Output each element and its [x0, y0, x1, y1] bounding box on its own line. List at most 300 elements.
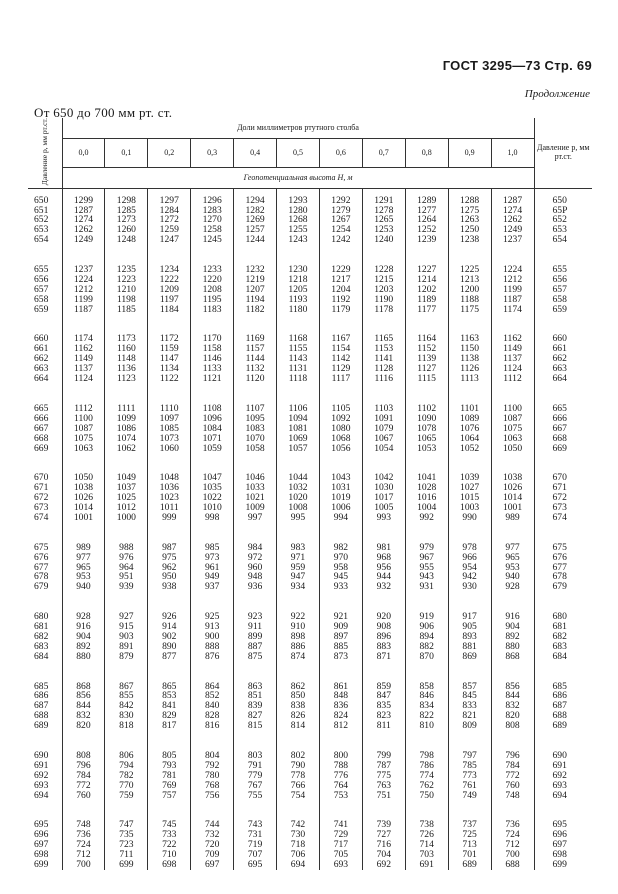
cell-value: 995 [290, 511, 306, 523]
col-header-fractions: Доли миллиметров ртутного столба [62, 118, 534, 139]
cell-value: 1102 [417, 402, 437, 414]
cell-value: 1287 [73, 204, 94, 216]
cell-value: 1218 [288, 273, 308, 285]
cell-value: 1129 [331, 363, 351, 375]
fraction-header: 0,5 [277, 139, 320, 168]
cell-value: 976 [119, 551, 134, 563]
cell-value: 815 [247, 720, 263, 732]
pressure-cell-right [534, 404, 592, 473]
cell-value: 1259 [159, 224, 179, 236]
cell-value: 1124 [503, 363, 522, 375]
cell-value: 927 [119, 611, 134, 623]
cell-value: 1108 [202, 402, 222, 414]
height-cell [362, 404, 405, 473]
cell-value: 666 [34, 412, 49, 424]
cell-value: 65P [552, 204, 568, 216]
cell-value: 654 [552, 234, 567, 246]
height-cell [105, 612, 148, 681]
cell-value: 1173 [116, 333, 136, 345]
cell-value: 937 [204, 581, 220, 593]
cell-value: 1169 [245, 333, 265, 345]
cell-value: 653 [34, 224, 49, 236]
cell-value: 933 [333, 581, 349, 593]
cell-value: 1099 [116, 412, 136, 424]
height-cell [148, 820, 191, 870]
cell-value: 1184 [159, 303, 179, 315]
cell-value: 1063 [502, 432, 523, 444]
cell-value: 947 [290, 571, 306, 583]
cell-value: 989 [76, 541, 91, 553]
cell-value: 965 [76, 561, 91, 573]
height-cell [148, 265, 191, 334]
height-cell [105, 188, 148, 265]
cell-value: 939 [119, 581, 134, 593]
cell-value: 814 [290, 720, 306, 732]
height-cell [148, 751, 191, 820]
cell-value: 1189 [417, 293, 437, 305]
cell-value: 689 [34, 720, 49, 732]
cell-value: 1076 [460, 422, 480, 434]
cell-value: 748 [505, 789, 520, 801]
height-cell [405, 751, 448, 820]
cell-value: 1033 [245, 482, 265, 494]
cell-value: 683 [34, 640, 49, 652]
height-cell [234, 404, 277, 473]
cell-value: 800 [333, 749, 349, 761]
cell-value: 828 [204, 710, 220, 722]
cell-value: 748 [76, 819, 91, 831]
height-cell [62, 404, 105, 473]
cell-value: 745 [162, 819, 177, 831]
height-cell [491, 334, 534, 403]
cell-value: 686 [552, 690, 567, 702]
cell-value: 1039 [460, 472, 480, 484]
height-cell [405, 188, 448, 265]
cell-value: 997 [247, 511, 263, 523]
cell-value: 692 [34, 769, 49, 781]
cell-value: 871 [376, 650, 391, 662]
cell-value: 990 [462, 511, 477, 523]
cell-value: 1131 [288, 363, 308, 375]
pressure-cell [28, 404, 62, 473]
cell-value: 981 [376, 541, 391, 553]
height-cell [448, 543, 491, 612]
cell-value: 830 [119, 710, 134, 722]
cell-value: 1217 [331, 273, 351, 285]
cell-value: 1142 [331, 353, 351, 365]
cell-value: 942 [462, 571, 477, 583]
height-cell [319, 473, 362, 542]
cell-value: 1264 [417, 214, 437, 226]
cell-value: 797 [462, 749, 477, 761]
cell-value: 1128 [374, 363, 394, 375]
cell-value: 892 [76, 640, 91, 652]
cell-value: 1060 [159, 442, 179, 454]
pressure-cell [28, 265, 62, 334]
cell-value: 685 [34, 680, 49, 692]
cell-value: 712 [76, 849, 91, 861]
cell-value: 1175 [460, 303, 480, 315]
height-cell [62, 473, 105, 542]
cell-value: 868 [76, 680, 91, 692]
cell-value: 756 [204, 789, 220, 801]
cell-value: 811 [376, 720, 391, 732]
height-cell [148, 543, 191, 612]
cell-value: 1272 [159, 214, 179, 226]
cell-value: 716 [376, 839, 391, 851]
cell-value: 680 [552, 611, 567, 623]
cell-value: 1298 [116, 194, 136, 206]
cell-value: 1250 [460, 224, 480, 236]
cell-value: 1138 [460, 353, 480, 365]
cell-value: 1237 [502, 234, 523, 246]
cell-value: 1199 [74, 293, 93, 305]
cell-value: 983 [290, 541, 306, 553]
cell-value: 865 [162, 680, 177, 692]
cell-value: 669 [34, 442, 49, 454]
cell-value: 1230 [288, 264, 308, 276]
cell-value: 698 [162, 859, 177, 871]
fraction-header: 0,1 [105, 139, 148, 168]
cell-value: 731 [247, 829, 263, 841]
height-cell [448, 751, 491, 820]
cell-value: 1252 [417, 224, 437, 236]
cell-value: 1087 [502, 412, 523, 424]
cell-value: 773 [462, 769, 477, 781]
cell-value: 1194 [245, 293, 265, 305]
cell-value: 709 [204, 849, 220, 861]
cell-value: 1225 [460, 264, 480, 276]
cell-value: 787 [376, 759, 391, 771]
cell-value: 779 [247, 769, 263, 781]
pressure-cell-right [534, 751, 592, 820]
height-cell [277, 820, 320, 870]
height-cell [234, 188, 277, 265]
height-cell [277, 334, 320, 403]
cell-value: 891 [119, 640, 134, 652]
cell-value: 1253 [374, 224, 394, 236]
cell-value: 1026 [502, 482, 523, 494]
cell-value: 658 [34, 293, 49, 305]
cell-value: 1117 [331, 373, 351, 385]
cell-value: 785 [462, 759, 477, 771]
cell-value: 1136 [116, 363, 136, 375]
fraction-header: 0,4 [234, 139, 277, 168]
cell-value: 1291 [374, 194, 394, 206]
cell-value: 738 [419, 819, 434, 831]
cell-value: 666 [552, 412, 567, 424]
cell-value: 1249 [502, 224, 523, 236]
height-cell [319, 265, 362, 334]
pressure-cell [28, 820, 62, 870]
height-cell [191, 751, 234, 820]
cell-value: 674 [552, 511, 567, 523]
cell-value: 803 [247, 749, 263, 761]
cell-value: 719 [247, 839, 263, 851]
cell-value: 883 [376, 640, 391, 652]
height-cell [448, 820, 491, 870]
cell-value: 764 [333, 779, 349, 791]
height-cell [148, 404, 191, 473]
pressure-cell-right [534, 188, 592, 265]
cell-value: 1172 [159, 333, 179, 345]
height-cell [105, 820, 148, 870]
cell-value: 684 [552, 650, 567, 662]
cell-value: 1067 [374, 432, 394, 444]
table-row [28, 188, 592, 265]
cell-value: 794 [119, 759, 134, 771]
height-cell [362, 751, 405, 820]
cell-value: 1141 [374, 353, 394, 365]
height-cell [448, 473, 491, 542]
cell-value: 876 [204, 650, 220, 662]
height-cell [319, 682, 362, 751]
cell-value: 1063 [73, 442, 94, 454]
cell-value: 1054 [374, 442, 394, 454]
cell-value: 964 [119, 561, 134, 573]
cell-value: 904 [76, 630, 91, 642]
height-cell [234, 612, 277, 681]
cell-value: 938 [162, 581, 177, 593]
cell-value: 1278 [374, 204, 394, 216]
cell-value: 1178 [374, 303, 394, 315]
cell-value: 749 [462, 789, 477, 801]
cell-value: 847 [376, 690, 391, 702]
fraction-header: 0,2 [148, 139, 191, 168]
cell-value: 949 [204, 571, 220, 583]
cell-value: 670 [34, 472, 49, 484]
height-cell [277, 612, 320, 681]
cell-value: 676 [552, 551, 567, 563]
cell-value: 1137 [74, 363, 93, 375]
cell-value: 1257 [245, 224, 265, 236]
cell-value: 1247 [159, 234, 179, 246]
cell-value: 1043 [331, 472, 351, 484]
cell-value: 1219 [245, 273, 265, 285]
cell-value: 691 [552, 759, 567, 771]
cell-value: 936 [247, 581, 263, 593]
cell-value: 916 [505, 611, 520, 623]
cell-value: 788 [333, 759, 349, 771]
cell-value: 699 [119, 859, 134, 871]
cell-value: 1047 [202, 472, 222, 484]
cell-value: 700 [76, 859, 91, 871]
cell-value: 1123 [116, 373, 136, 385]
cell-value: 968 [376, 551, 391, 563]
cell-value: 962 [162, 561, 177, 573]
height-cell [234, 682, 277, 751]
cell-value: 1000 [116, 511, 136, 523]
cell-value: 1208 [202, 283, 222, 295]
height-cell [448, 404, 491, 473]
cell-value: 909 [333, 621, 349, 633]
cell-value: 1101 [460, 402, 480, 414]
cell-value: 1248 [116, 234, 136, 246]
cell-value: 675 [552, 541, 567, 553]
cell-value: 684 [34, 650, 49, 662]
cell-value: 953 [76, 571, 91, 583]
cell-value: 1160 [116, 343, 136, 355]
height-cell [448, 682, 491, 751]
height-cell [491, 473, 534, 542]
cell-value: 704 [376, 849, 391, 861]
cell-value: 850 [290, 690, 306, 702]
cell-value: 1232 [245, 264, 265, 276]
cell-value: 863 [247, 680, 263, 692]
height-cell [491, 404, 534, 473]
cell-value: 817 [162, 720, 177, 732]
cell-value: 959 [290, 561, 306, 573]
cell-value: 1059 [202, 442, 222, 454]
cell-value: 1122 [159, 373, 179, 385]
cell-value: 950 [162, 571, 177, 583]
height-cell [191, 820, 234, 870]
height-cell [234, 334, 277, 403]
cell-value: 930 [462, 581, 477, 593]
cell-value: 820 [505, 710, 520, 722]
height-cell [362, 543, 405, 612]
cell-value: 838 [290, 700, 306, 712]
cell-value: 661 [34, 343, 49, 355]
cell-value: 1009 [245, 502, 265, 514]
cell-value: 1021 [245, 492, 265, 504]
cell-value: 690 [34, 749, 49, 761]
cell-value: 1057 [288, 442, 308, 454]
cell-value: 656 [34, 273, 49, 285]
cell-value: 659 [552, 303, 567, 315]
cell-value: 1048 [159, 472, 179, 484]
cell-value: 676 [34, 551, 49, 563]
cell-value: 1032 [288, 482, 308, 494]
cell-value: 1283 [202, 204, 222, 216]
cell-value: 691 [419, 859, 434, 871]
cell-value: 899 [247, 630, 263, 642]
cell-value: 1006 [331, 502, 351, 514]
cell-value: 810 [419, 720, 434, 732]
height-cell [491, 543, 534, 612]
cell-value: 1133 [202, 363, 222, 375]
cell-value: 1132 [245, 363, 265, 375]
cell-value: 903 [119, 630, 134, 642]
cell-value: 809 [462, 720, 477, 732]
cell-value: 667 [552, 422, 567, 434]
cell-value: 1091 [374, 412, 394, 424]
cell-value: 682 [34, 630, 49, 642]
cell-value: 1089 [460, 412, 480, 424]
cell-value: 856 [76, 690, 91, 702]
continuation-label: Продолжение [524, 88, 590, 100]
height-cell [319, 334, 362, 403]
cell-value: 958 [333, 561, 349, 573]
cell-value: 1165 [374, 333, 394, 345]
cell-value: 961 [204, 561, 220, 573]
cell-value: 842 [119, 700, 134, 712]
cell-value: 792 [204, 759, 220, 771]
cell-value: 1242 [331, 234, 351, 246]
cell-value: 678 [34, 571, 49, 583]
cell-value: 735 [119, 829, 134, 841]
cell-value: 1204 [331, 283, 351, 295]
cell-value: 1274 [502, 204, 523, 216]
cell-value: 652 [34, 214, 49, 226]
cell-value: 857 [462, 680, 477, 692]
cell-value: 1179 [331, 303, 351, 315]
cell-value: 724 [505, 829, 520, 841]
cell-value: 917 [462, 611, 477, 623]
cell-value: 655 [34, 264, 49, 276]
height-cell [362, 188, 405, 265]
cell-value: 697 [204, 859, 220, 871]
cell-value: 913 [204, 621, 220, 633]
cell-value: 1069 [288, 432, 308, 444]
cell-value: 979 [419, 541, 434, 553]
cell-value: 934 [290, 581, 306, 593]
pressure-cell [28, 473, 62, 542]
cell-value: 1092 [331, 412, 351, 424]
height-cell [62, 265, 105, 334]
cell-value: 1079 [374, 422, 394, 434]
height-cell [277, 188, 320, 265]
cell-value: 1028 [417, 482, 437, 494]
cell-value: 833 [462, 700, 477, 712]
cell-value: 1075 [73, 432, 94, 444]
cell-value: 1025 [116, 492, 136, 504]
cell-value: 852 [204, 690, 220, 702]
cell-value: 1164 [417, 333, 437, 345]
height-cell [234, 473, 277, 542]
cell-value: 1153 [374, 343, 394, 355]
col-header-pressure-right: Давление p, мм рт.ст. [534, 118, 592, 188]
height-cell [277, 543, 320, 612]
cell-value: 1074 [116, 432, 136, 444]
cell-value: 864 [204, 680, 220, 692]
cell-value: 827 [247, 710, 263, 722]
cell-value: 1118 [288, 373, 308, 385]
cell-value: 743 [247, 819, 263, 831]
cell-value: 970 [333, 551, 349, 563]
cell-value: 920 [376, 611, 391, 623]
height-cell [234, 543, 277, 612]
cell-value: 1197 [159, 293, 179, 305]
cell-value: 1078 [417, 422, 437, 434]
cell-value: 925 [204, 611, 220, 623]
height-cell [491, 751, 534, 820]
cell-value: 1085 [159, 422, 179, 434]
cell-value: 1001 [502, 502, 523, 514]
cell-value: 994 [333, 511, 349, 523]
cell-value: 696 [552, 829, 567, 841]
cell-value: 695 [552, 819, 567, 831]
pressure-cell-right [534, 265, 592, 334]
cell-value: 1037 [116, 482, 136, 494]
cell-value: 1170 [202, 333, 222, 345]
fraction-header: 0,0 [62, 139, 105, 168]
height-cell [319, 820, 362, 870]
cell-value: 851 [247, 690, 263, 702]
cell-value: 1187 [74, 303, 93, 315]
cell-value: 693 [333, 859, 349, 871]
cell-value: 879 [119, 650, 134, 662]
cell-value: 796 [505, 749, 520, 761]
cell-value: 1035 [202, 482, 222, 494]
cell-value: 898 [290, 630, 306, 642]
cell-value: 737 [462, 819, 477, 831]
cell-value: 985 [204, 541, 220, 553]
cell-value: 697 [552, 839, 567, 851]
cell-value: 1143 [288, 353, 308, 365]
cell-value: 948 [247, 571, 263, 583]
cell-value: 1268 [288, 214, 308, 226]
